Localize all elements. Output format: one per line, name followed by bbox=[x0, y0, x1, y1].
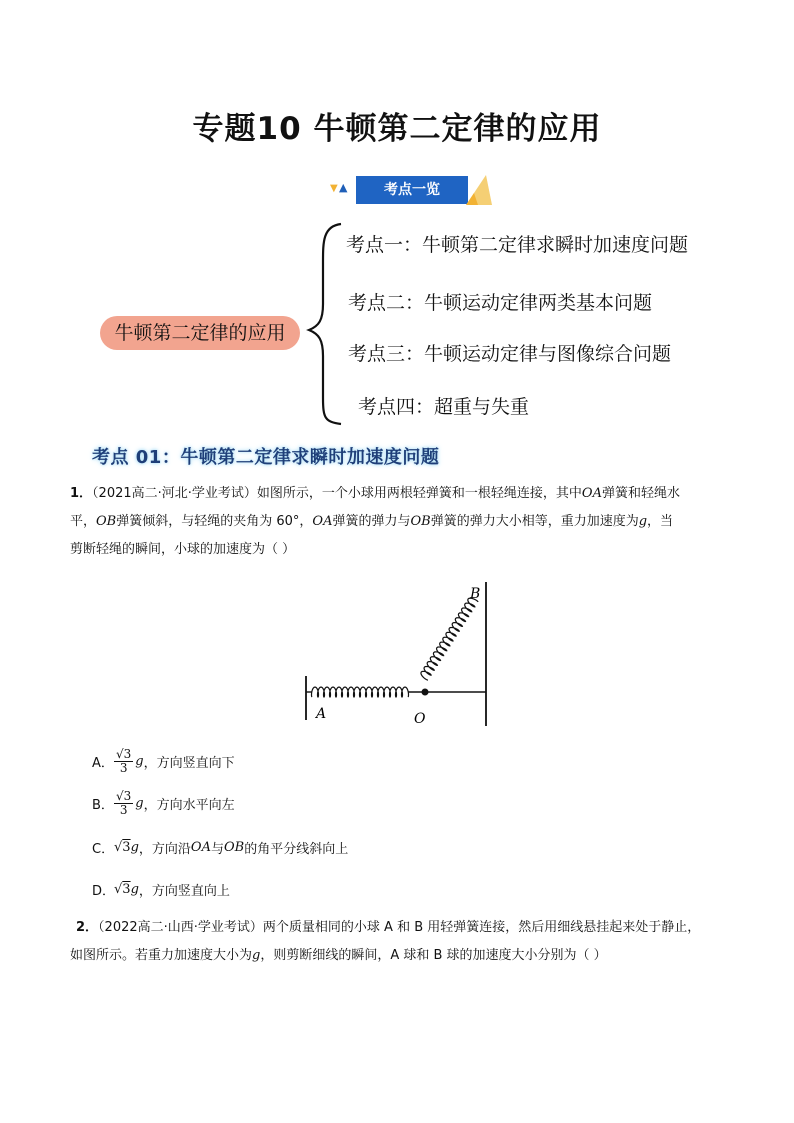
option-text: 的角平分线斜向上 bbox=[244, 842, 349, 857]
option-a[interactable] bbox=[92, 748, 235, 775]
triangle-decoration-icon bbox=[464, 173, 494, 207]
square-root: √3 bbox=[114, 840, 131, 855]
label-a: A bbox=[316, 706, 327, 722]
math-var: OA bbox=[581, 486, 602, 501]
mindmap-root: 牛顿第二定律的应用 bbox=[100, 316, 300, 350]
option-letter: D． bbox=[92, 884, 116, 899]
option-text: ，方向竖直向上 bbox=[138, 884, 230, 899]
question-line: ，当 bbox=[647, 514, 674, 529]
question-line: 弹簧的弹力大小相等，重力加速度为 bbox=[430, 514, 639, 529]
question-line: 弹簧的弹力与 bbox=[332, 514, 411, 529]
fraction-num: √3 bbox=[116, 747, 132, 761]
question-line: 剪断轻绳的瞬间，小球的加速度为（ ） bbox=[70, 542, 296, 557]
radicand: 3 bbox=[122, 882, 131, 897]
section-badge bbox=[324, 173, 494, 207]
badge-label: 考点一览 bbox=[356, 176, 468, 204]
math-var: g bbox=[130, 882, 139, 897]
option-d[interactable] bbox=[92, 880, 230, 899]
mindmap-branch-1: 考点一：牛顿第二定律求瞬时加速度问题 bbox=[346, 234, 689, 256]
mindmap-branch-4: 考点四：超重与失重 bbox=[358, 396, 530, 418]
question-1-text bbox=[70, 480, 730, 564]
mindmap-branch-3: 考点三：牛顿运动定律与图像综合问题 bbox=[348, 343, 672, 365]
section-heading: 考点 01：牛顿第二定律求瞬时加速度问题 bbox=[92, 447, 440, 468]
ball bbox=[422, 689, 429, 696]
question-line: 两个质量相同的小球 A 和 B 用轻弹簧连接，然后用细线悬挂起来处于静止， bbox=[262, 920, 701, 935]
math-var: OB bbox=[410, 514, 431, 529]
question-line: 如图所示，一个小球用两根轻弹簧和一根轻绳连接，其中 bbox=[256, 486, 582, 501]
option-text: ，方向竖直向下 bbox=[143, 756, 235, 771]
square-root: √3 bbox=[114, 882, 131, 897]
fraction bbox=[114, 748, 133, 775]
math-var: g bbox=[252, 948, 261, 963]
question-2-text bbox=[70, 914, 736, 970]
option-text: ，方向水平向左 bbox=[143, 798, 235, 813]
math-var: OB bbox=[96, 514, 117, 529]
question-source: （2021高二·河北·学业考试） bbox=[92, 486, 257, 501]
question-line: 如图所示。若重力加速度大小为 bbox=[70, 948, 253, 963]
option-b[interactable] bbox=[92, 790, 235, 817]
label-o: O bbox=[414, 711, 426, 727]
radicand: 3 bbox=[122, 840, 131, 855]
math-var: g bbox=[135, 796, 144, 811]
page-title: 专题10 牛顿第二定律的应用 bbox=[192, 111, 602, 147]
question-line: 平， bbox=[70, 514, 97, 529]
label-b: B bbox=[470, 586, 481, 602]
option-c[interactable] bbox=[92, 838, 348, 857]
question-line: ，则剪断细线的瞬间，A 球和 B 球的加速度大小分别为（ ） bbox=[260, 948, 607, 963]
question-line: 弹簧和轻绳水 bbox=[601, 486, 680, 501]
fraction-num: √3 bbox=[116, 789, 132, 803]
option-text: ，方向沿 bbox=[138, 842, 191, 857]
spring-ob bbox=[421, 598, 478, 680]
math-var: g bbox=[638, 514, 648, 529]
fraction-den: 3 bbox=[119, 761, 128, 775]
question-line: 弹簧倾斜，与轻绳的夹角为 60°， bbox=[116, 514, 313, 529]
math-var: OB bbox=[223, 840, 245, 855]
triangle-down-icon: ▼ bbox=[330, 183, 338, 194]
math-var: g bbox=[130, 840, 139, 855]
math-var: OA bbox=[312, 514, 333, 529]
mindmap-branch-2: 考点二：牛顿运动定律两类基本问题 bbox=[348, 292, 653, 314]
fraction-den: 3 bbox=[119, 803, 128, 817]
spring-figure bbox=[300, 580, 500, 730]
option-letter: B． bbox=[92, 798, 114, 813]
question-number: 2． bbox=[76, 920, 99, 935]
option-letter: C． bbox=[92, 842, 115, 857]
question-number: 1． bbox=[70, 486, 93, 501]
option-text: 与 bbox=[210, 842, 224, 857]
question-source: （2022高二·山西·学业考试） bbox=[98, 920, 263, 935]
option-letter: A． bbox=[92, 756, 114, 771]
triangle-up-icon: ▲ bbox=[339, 181, 348, 194]
fraction bbox=[114, 790, 133, 817]
math-var: OA bbox=[190, 840, 211, 855]
spring-oa bbox=[312, 687, 409, 697]
curly-brace-icon bbox=[305, 222, 345, 426]
math-var: g bbox=[135, 754, 144, 769]
